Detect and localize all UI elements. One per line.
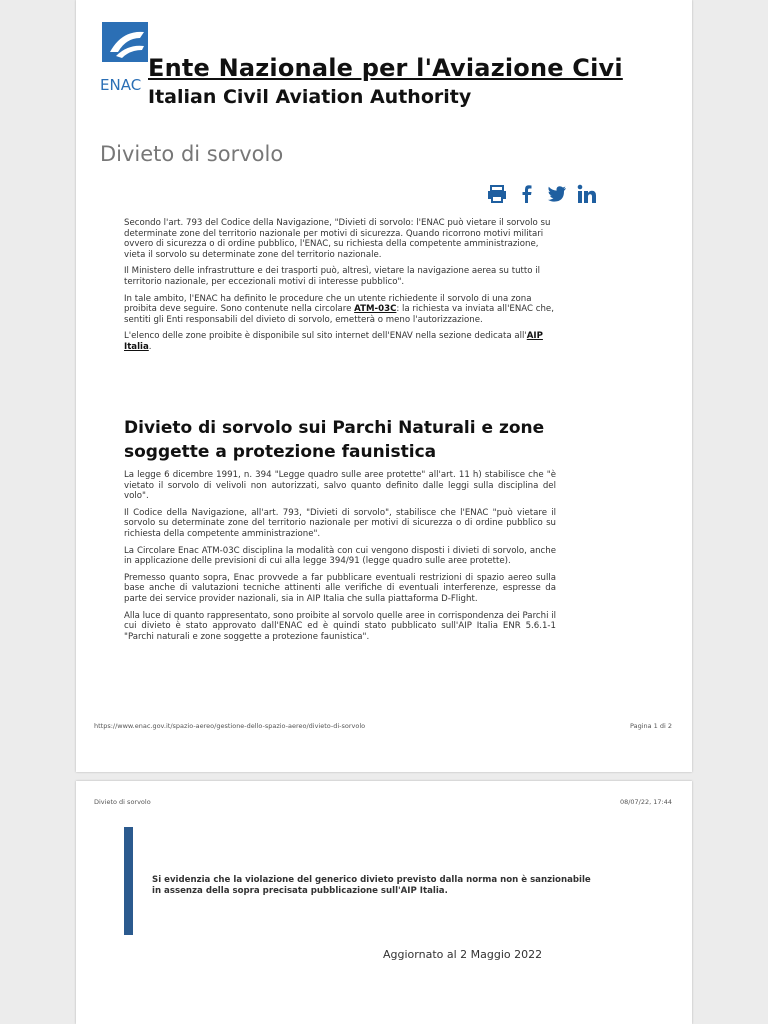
intro-paragraph: Il Ministero delle infrastrutture e dei trasporti può, altresì, vietare la navigazione aerea su tutto il territorio nazionale, per eccezionali motivi di interesse pubblico". <box>124 266 541 287</box>
text-span: : la richiesta va inviata all'ENAC che, sentiti gli Enti responsabili del divieto di sorvolo, emetterà o meno l'autorizzazione. <box>124 304 554 325</box>
document-page-1 <box>76 0 692 772</box>
page-title: Divieto di sorvolo <box>100 142 284 166</box>
section-text <box>124 470 556 648</box>
updated-date: Aggiornato al 2 Maggio 2022 <box>383 948 543 961</box>
twitter-icon[interactable] <box>546 183 568 205</box>
intro-paragraph: Secondo l'art. 793 del Codice della Navigazione, "Divieti di sorvolo: l'ENAC può vietare il sorvolo su determinate zone del territorio nazionale per motivi di sicurezza. Quando ricorrono motivi militari ovvero di sicurezza o di ordine pubblico, l'ENAC, su richiesta della competente amministrazione, vieta il sorvolo su determinate zone del territorio nazionale. <box>124 218 551 260</box>
callout-bar <box>124 827 133 935</box>
facebook-icon[interactable] <box>516 183 538 205</box>
aip-italia-link[interactable]: AIP Italia <box>124 331 543 352</box>
text-span: L'elenco delle zone proibite è disponibile sul sito internet dell'ENAV nella sezione dedicata all' <box>124 331 527 342</box>
intro-paragraph <box>124 294 556 326</box>
atm-03c-link[interactable]: ATM-03C <box>354 304 397 315</box>
footer-page-number: Pagina 1 di 2 <box>629 722 672 730</box>
share-toolbar <box>486 183 598 205</box>
text-span: . <box>148 341 152 352</box>
linkedin-icon[interactable] <box>576 183 598 205</box>
intro-text <box>124 218 556 359</box>
enac-logo <box>100 22 154 98</box>
section-paragraph: Alla luce di quanto rappresentato, sono proibite al sorvolo quelle aree in corrispondenza dei Parchi il cui divieto è stato approvato dall'ENAC ed è quindi stato pubblicato sull'AIP Italia ENR 5.6.1-1 "Parchi naturali e zone soggette a protezione faunistica". <box>124 610 556 642</box>
org-name-italian: Ente Nazionale per l'Aviazione Civi <box>148 54 623 82</box>
header-title: Divieto di sorvolo <box>94 798 151 806</box>
footer-url: https://www.enac.gov.it/spazio-aereo/gestione-dello-spazio-aereo/divieto-di-sorvolo <box>94 722 366 730</box>
section-paragraph: La Circolare Enac ATM-03C disciplina la modalità con cui vengono disposti i divieti di sorvolo, anche in applicazione delle previsioni di cui alla legge 394/91 (legge quadro sulle aree protette). <box>124 545 556 567</box>
intro-paragraph <box>124 331 556 352</box>
svg-text:ENAC: ENAC <box>100 76 142 94</box>
print-icon[interactable] <box>486 183 508 205</box>
org-name-english: Italian Civil Aviation Authority <box>148 86 472 108</box>
section-paragraph: La legge 6 dicembre 1991, n. 394 "Legge quadro sulle aree protette" all'art. 11 h) stabilisce che "è vietato il sorvolo di velivoli non autorizzati, salvo quanto definito dalle leggi sulla disciplina del volo". <box>124 470 556 502</box>
document-page-2 <box>76 781 692 1024</box>
section-paragraph: Premesso quanto sopra, Enac provvede a far pubblicare eventuali restrizioni di spazio aereo sulla base anche di valutazioni tecniche attinenti alle verifiche di eventuali interferenze, espresse da parte dei service provider nazionali, sia in AIP Italia che sulla piattaforma D-Flight. <box>124 572 556 604</box>
callout-text: Si evidenzia che la violazione del generico divieto previsto dalla norma non è sanzionabile in assenza della sopra precisata pubblicazione sull'AIP Italia. <box>152 875 591 896</box>
section-heading: Divieto di sorvolo sui Parchi Naturali e zone soggette a protezione faunistica <box>124 418 545 462</box>
section-paragraph: Il Codice della Navigazione, all'art. 793, "Divieti di sorvolo", stabilisce che l'ENAC "può vietare il sorvolo su determinate zone del territorio nazionale per motivi di sicurezza o di ordine pubblico su richiesta della competente amministrazione". <box>124 507 556 539</box>
text-span: In tale ambito, l'ENAC ha definito le procedure che un utente richiedente il sorvolo di una zona proibita deve seguire. Sono contenute nella circolare <box>124 293 532 315</box>
header-timestamp: 08/07/22, 17:44 <box>619 798 672 806</box>
